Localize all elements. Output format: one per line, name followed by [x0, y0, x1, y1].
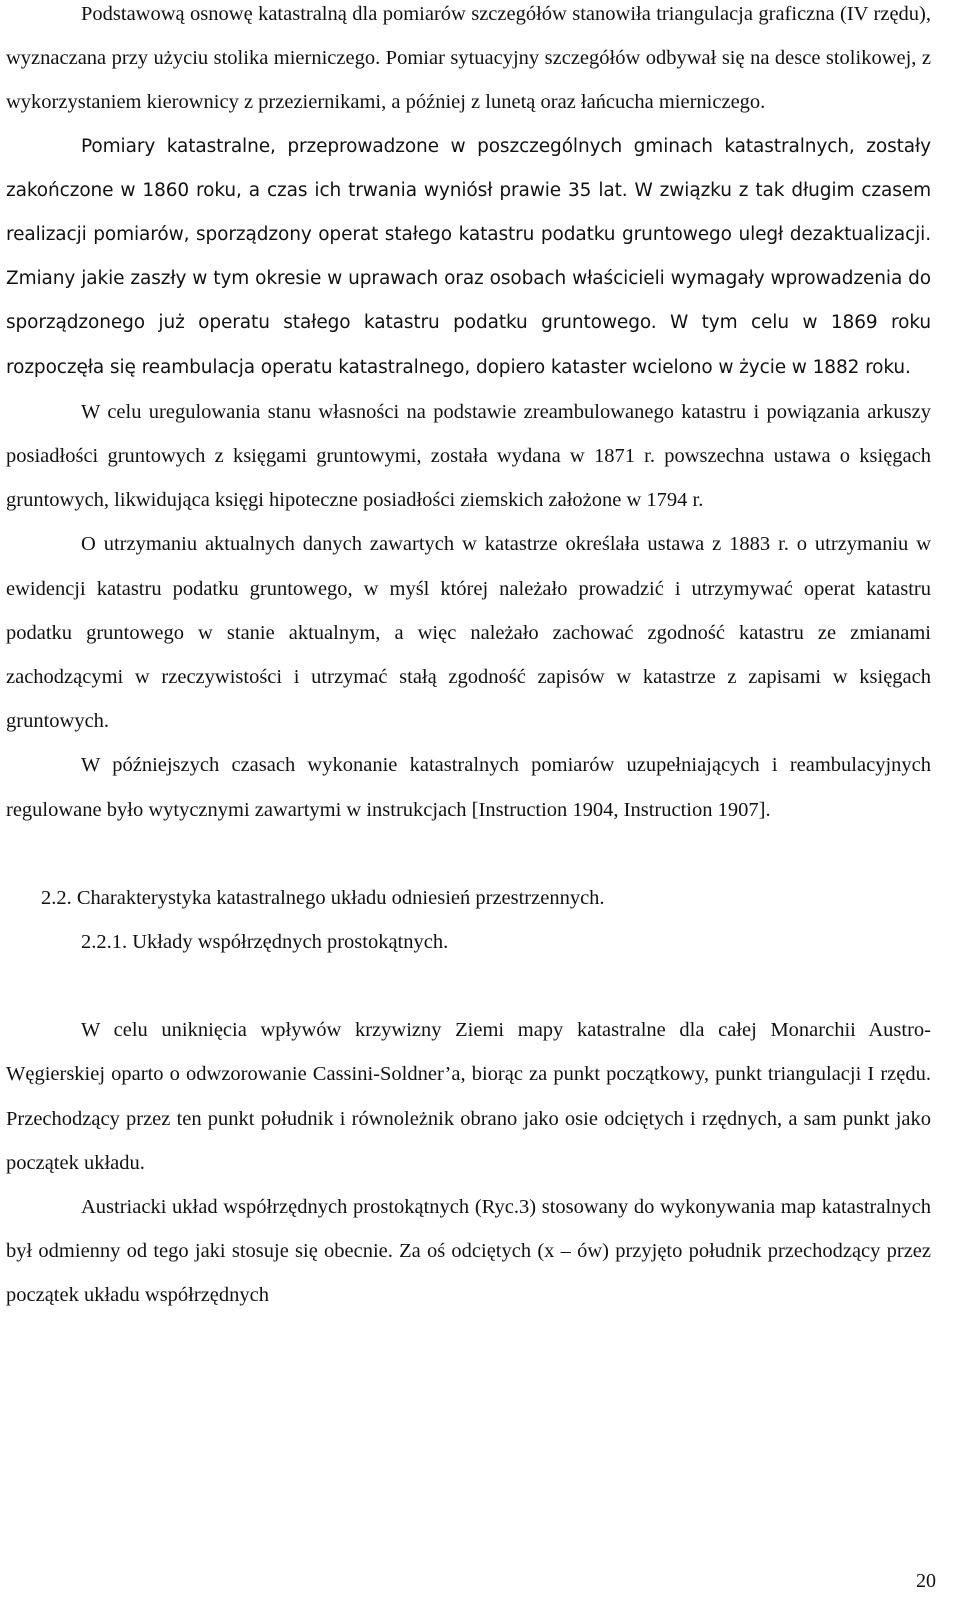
paragraph-uklad-austriacki: Austriacki układ współrzędnych prostokątnych (Ryc.3) stosowany do wykonywania map katastralnych był odmienny od tego jaki stosuje się obecnie. Za oś odciętych (x – ów) przyjęto południk przechodzący przez początek układu współrzędnych: [6, 1196, 931, 1307]
paragraph-osnowa: Podstawową osnowę katastralną dla pomiarów szczegółów stanowiła triangulacja graficzna (IV rzędu), wyznaczana przy użyciu stolika mierniczego. Pomiar sytuacyjny szczegółów odbywał się na desce stolikowej, z wykorzystaniem kierownicy z przeziernikami, a później z lunetą oraz łańcucha mierniczego.: [6, 3, 931, 114]
paragraph-utrzymanie-katastru: O utrzymaniu aktualnych danych zawartych w katastrze określała ustawa z 1883 r. o utrzymaniu w ewidencji katastru podatku gruntowego, w myśl której należało prowadzić i utrzymywać operat katastru podatku gruntowego w stanie aktualnym, a więc należało zachować zgodność katastru ze zmianami zachodzącymi w rzeczywistości i utrzymać stałą zgodność zapisów w katastrze z zapisami w księgach gruntowych.: [6, 533, 931, 733]
page-number: 20: [916, 1570, 936, 1592]
subsection-heading: 2.2.1. Układy współrzędnych prostokątnych.: [81, 931, 449, 954]
paragraph-instrukcje: W późniejszych czasach wykonanie katastralnych pomiarów uzupełniających i reambulacyjnych regulowane było wytycznymi zawartymi w instrukcjach [Instruction 1904, Instruction 1907].: [6, 754, 931, 821]
paragraph-ksiegi-gruntowe: W celu uregulowania stanu własności na podstawie zreambulowanego katastru i powiązania arkuszy posiadłości gruntowych z księgami gruntowymi, została wydana w 1871 r. powszechna ustawa o księgach gruntowych, likwidująca księgi hipoteczne posiadłości ziemskich założone w 1794 r.: [6, 400, 931, 512]
document-page: [6, 0, 931, 1318]
section-heading: 2.2. Charakterystyka katastralnego układu odniesień przestrzennych.: [41, 886, 605, 909]
paragraph-cassini-soldner: W celu uniknięcia wpływów krzywizny Ziemi mapy katastralne dla całej Monarchii Austro-Węgierskiej oparto o odwzorowanie Cassini-Soldner’a, biorąc za punkt początkowy, punkt triangulacji I rzędu. Przechodzący przez ten punkt południk i równoleżnik obrano jako osie odciętych i rzędnych, a sam punkt jako początek układu.: [6, 1019, 931, 1174]
spacer: [6, 964, 931, 1008]
paragraph-pomiary-katastralne: Pomiary katastralne, przeprowadzone w poszczególnych gminach katastralnych, zostały zakończone w 1860 roku, a czas ich trwania wyniósł prawie 35 lat. W związku z tak długim czasem realizacji pomiarów, sporządzony operat stałego katastru podatku gruntowego uległ dezaktualizacji. Zmiany jakie zaszły w tym okresie w uprawach oraz osobach właścicieli wymagały wprowadzenia do sporządzonego już operatu stałego katastru podatku gruntowego. W tym celu w 1869 roku rozpoczęła się reambulacja operatu katastralnego, dopiero kataster wcielono w życie w 1882 roku.: [6, 135, 931, 378]
